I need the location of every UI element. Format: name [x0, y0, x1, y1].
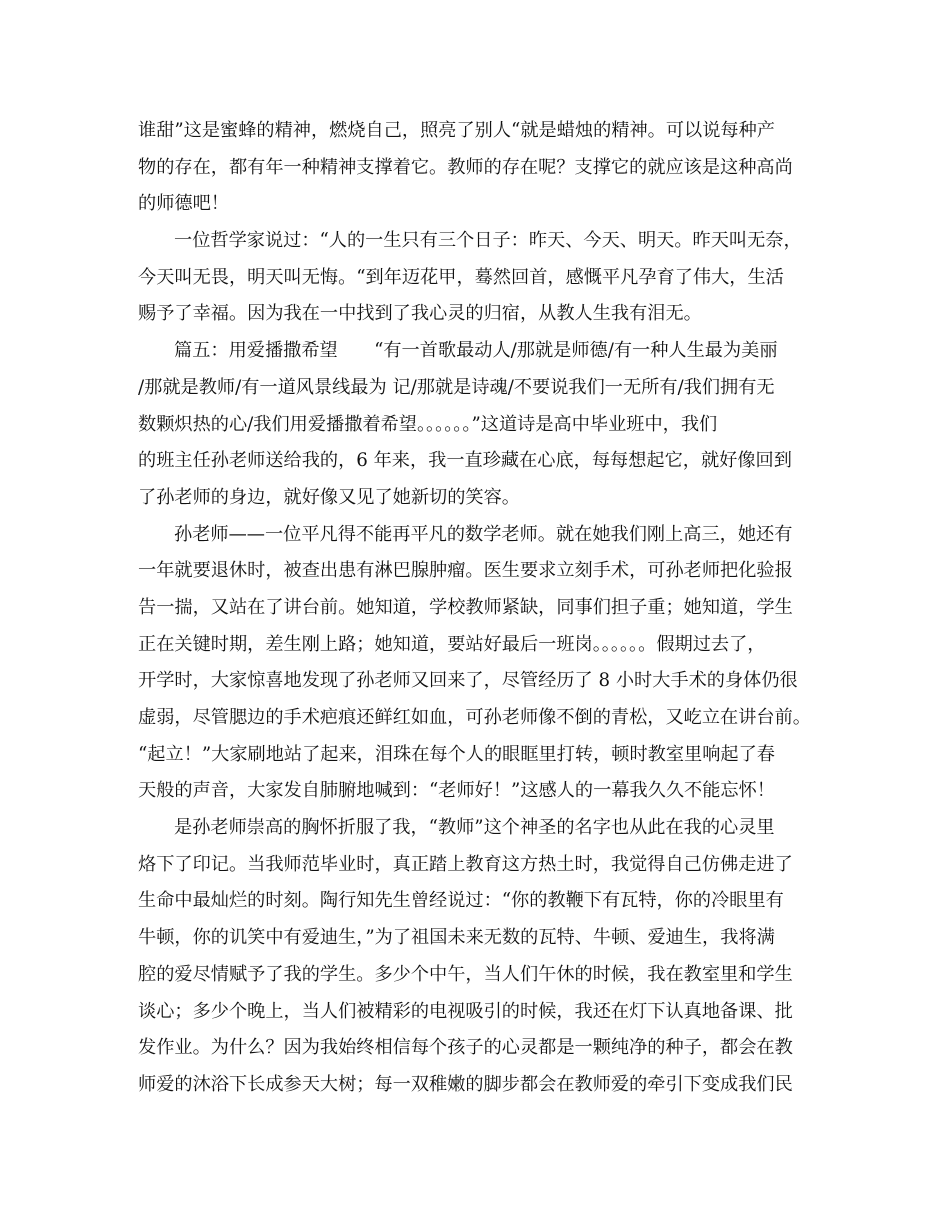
section-heading-line: 篇五：用爱播撒希望 “有一首歌最动人/那就是师德/有一种人生最为美丽: [174, 340, 778, 362]
text-line: 腔的爱尽情赋予了我的学生。多少个中午，当人们午休的时候，我在教室里和学生: [138, 963, 793, 985]
text-line: 告一揣，又站在了讲台前。她知道，学校教师紧缺，同事们担子重；她知道，学生: [138, 596, 793, 618]
text-line: 数颗炽热的心/我们用爱播撒着希望。。。。。。”这道诗是高中毕业班中，我们: [138, 413, 718, 435]
paragraph-start-line: 一位哲学家说过：“人的一生只有三个日子：昨天、今天、明天。昨天叫无奈，: [174, 230, 802, 252]
paragraph-start-line: 孙老师——一位平凡得不能再平凡的数学老师。就在她我们刚上高三，她还有: [174, 523, 793, 545]
text-line: 烙下了印记。当我师范毕业时，真正踏上教育这方热土时，我觉得自己仿佛走进了: [138, 853, 793, 875]
text-line: 开学时，大家惊喜地发现了孙老师又回来了，尽管经历了 8 小时大手术的身体仍很: [138, 670, 798, 692]
text-line: 虚弱，尽管腮边的手术疤痕还鲜红如血，可孙老师像不倒的青松，又屹立在讲台前。: [138, 707, 811, 728]
paragraph-start-line: 是孙老师崇高的胸怀折服了我，“教师”这个神圣的名字也从此在我的心灵里: [174, 817, 775, 839]
text-line: 正在关键时期，差生刚上路；她知道，要站好最后一班岗。。。。。。假期过去了，: [138, 633, 766, 655]
text-line: 了孙老师的身边，就好像又见了她新切的笑容。: [138, 486, 520, 508]
text-line: 牛顿，你的讥笑中有爱迪生，”为了祖国未来无数的瓦特、牛顿、爱迪生，我将满: [138, 927, 775, 949]
text-line: /那就是教师/有一道风景线最为 记/那就是诗魂/不要说我们一无所有/我们拥有无: [138, 376, 775, 398]
text-line: 的班主任孙老师送给我的，6 年来，我一直珍藏在心底，每每想起它，就好像回到: [138, 450, 792, 472]
text-line: 生命中最灿烂的时刻。陶行知先生曾经说过：“你的教鞭下有瓦特，你的冷眼里有: [138, 890, 784, 912]
text-line: 一年就要退休时，被查出患有淋巴腺肿瘤。医生要求立刻手术，可孙老师把化验报: [138, 560, 793, 582]
text-line: 发作业。为什么？因为我始终相信每个孩子的心灵都是一颗纯净的种子，都会在教: [138, 1037, 793, 1059]
text-line: 谈心；多少个晚上，当人们被精彩的电视吸引的时候，我还在灯下认真地备课、批: [138, 1000, 793, 1022]
text-line: 今天叫无畏，明天叫无悔。“到年迈花甲，蓦然回首，感慨平凡孕育了伟大，生活: [138, 266, 784, 288]
text-line: “起立！”大家刷地站了起来，泪珠在每个人的眼眶里打转，顿时教室里响起了春: [138, 743, 775, 765]
body-text: [138, 113, 828, 1104]
text-line: 天般的声音，大家发自肺腑地喊到：“老师好！”这感人的一幕我久久不能忘怀！: [138, 780, 775, 802]
text-line: 物的存在，都有年一种精神支撑着它。教师的存在呢？支撑它的就应该是这种高尚: [138, 156, 793, 178]
text-line: 赐予了幸福。因为我在一中找到了我心灵的归宿，从教人生我有泪无。: [138, 303, 702, 325]
text-line: 师爱的沐浴下长成参天大树；每一双稚嫩的脚步都会在教师爱的牵引下变成我们民: [138, 1073, 793, 1095]
text-line: 的师德吧！: [138, 193, 229, 215]
text-line: 谁甜”这是蜜蜂的精神，燃烧自己，照亮了别人“就是蜡烛的精神。可以说每种产: [138, 120, 775, 141]
